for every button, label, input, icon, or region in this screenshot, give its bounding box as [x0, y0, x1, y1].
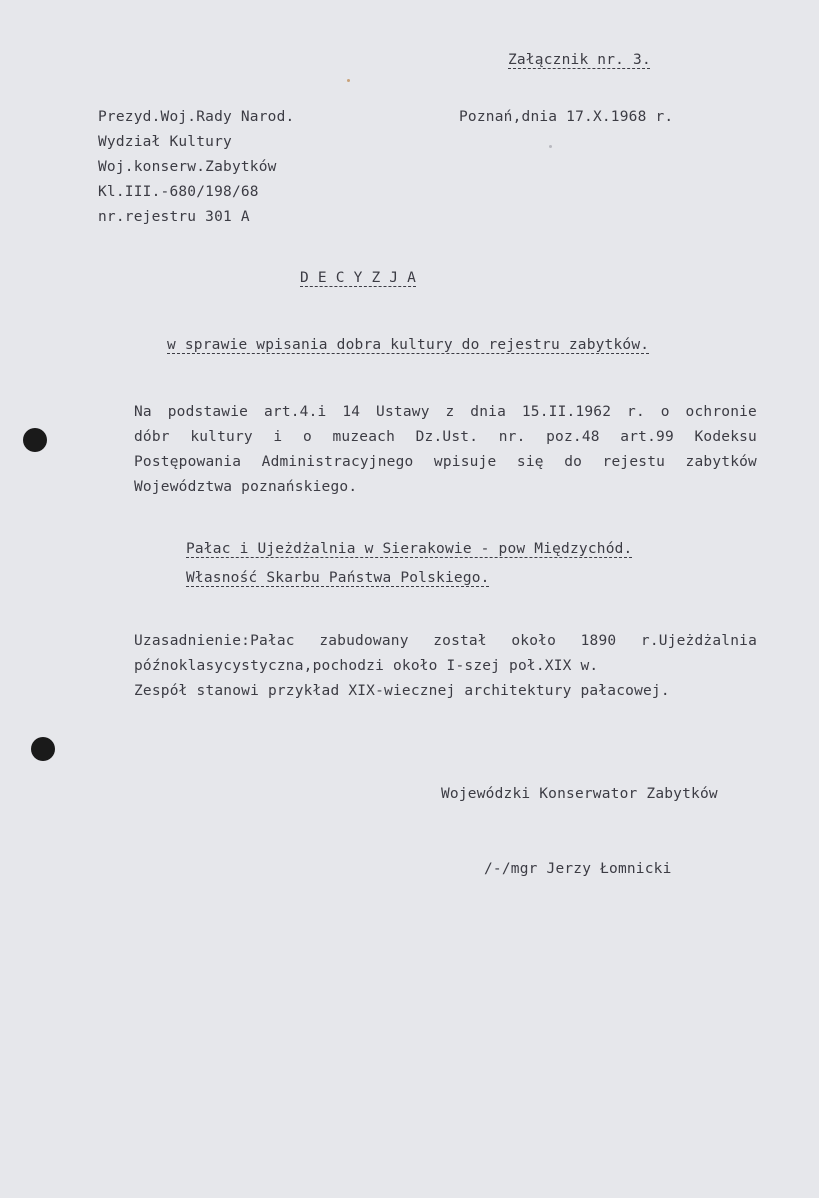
signature-title: Wojewódzki Konserwator Zabytków	[441, 786, 718, 802]
paper-speck	[347, 79, 350, 82]
body-line-1: Na podstawie art.4.i 14 Ustawy z dnia 15.II.1962 r. o ochronie	[134, 404, 757, 420]
paper-speck	[549, 145, 552, 148]
signature-name: /-/mgr Jerzy Łomnicki	[484, 861, 672, 877]
place-date: Poznań,dnia 17.X.1968 r.	[459, 109, 674, 125]
sender-line-4: Kl.III.-680/198/68	[98, 184, 259, 200]
object-line-1: Pałac i Ujeżdżalnia w Sierakowie - pow Międzychód.	[186, 541, 633, 557]
decision-heading: D E C Y Z J A	[300, 270, 417, 286]
punch-hole-bottom	[31, 737, 55, 761]
decision-subject: w sprawie wpisania dobra kultury do rejestru zabytków.	[167, 337, 650, 353]
sender-line-2: Wydział Kultury	[98, 134, 232, 150]
object-line-2: Własność Skarbu Państwa Polskiego.	[186, 570, 490, 586]
justification-block	[134, 629, 757, 704]
body-line-2: dóbr kultury i o muzeach Dz.Ust. nr. poz.48 art.99 Kodeksu	[134, 429, 757, 445]
justification-line-1: Uzasadnienie:Pałac zabudowany został około 1890 r.Ujeżdżalnia	[134, 633, 757, 649]
justification-line-2: późnoklasycystyczna,pochodzi około I-szej poł.XIX w.	[134, 658, 599, 674]
justification-line-3: Zespół stanowi przykład XIX-wiecznej architektury pałacowej.	[134, 683, 670, 699]
sender-line-5: nr.rejestru 301 A	[98, 209, 250, 225]
attachment-label: Załącznik nr. 3.	[508, 52, 651, 68]
body-line-3: Postępowania Administracyjnego wpisuje się do rejestu zabytków	[134, 454, 757, 470]
body-paragraph	[134, 400, 757, 500]
sender-line-3: Woj.konserw.Zabytków	[98, 159, 277, 175]
sender-line-1: Prezyd.Woj.Rady Narod.	[98, 109, 295, 125]
punch-hole-top	[23, 428, 47, 452]
body-line-4: Województwa poznańskiego.	[134, 479, 358, 495]
